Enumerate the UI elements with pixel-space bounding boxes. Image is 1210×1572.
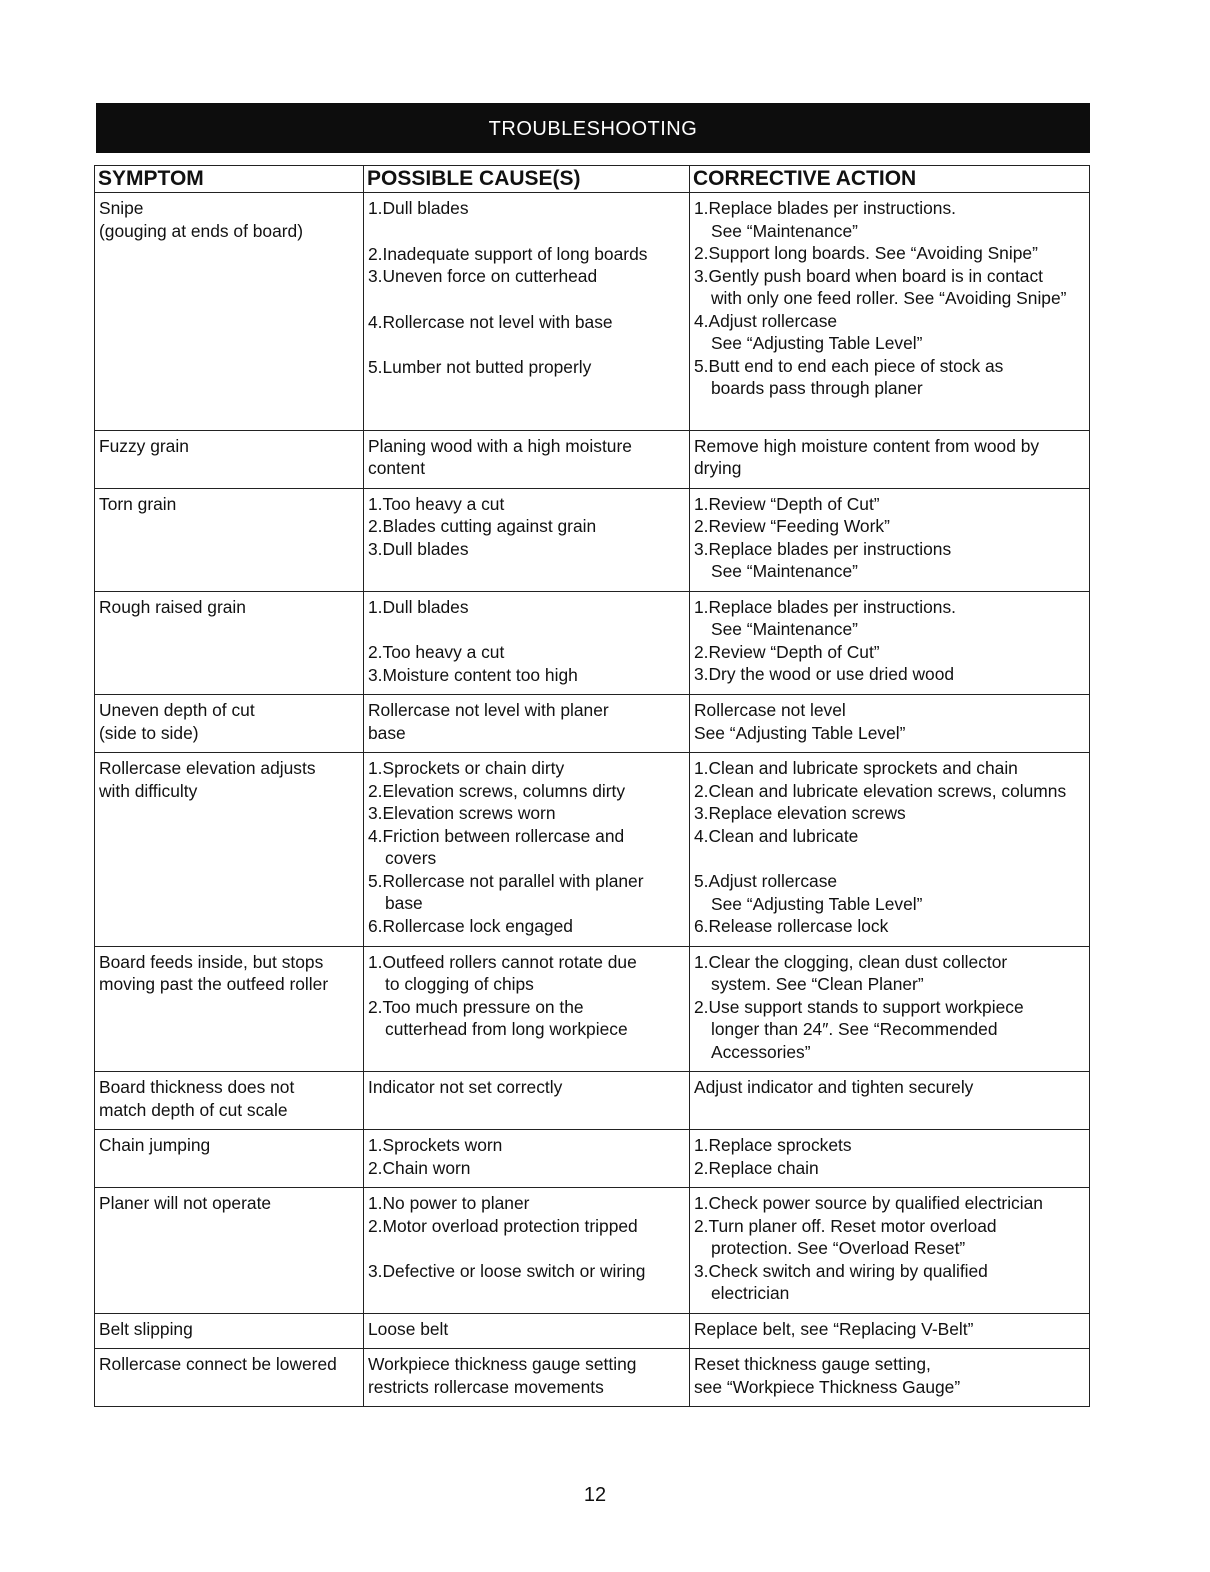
cause-cell	[364, 1130, 690, 1188]
cause-text: 4.Rollercase not level with base	[368, 311, 613, 332]
action-text: 1.Clear the clogging, clean dust collector	[694, 951, 1008, 972]
action-text: system. See “Clean Planer”	[711, 974, 924, 994]
symptom-text: Chain jumping	[99, 1135, 211, 1155]
action-text: protection. See “Overload Reset”	[711, 1238, 966, 1258]
table-row	[95, 1349, 1090, 1407]
action-text: longer than 24″. See “Recommended	[711, 1019, 998, 1039]
cause-cell	[364, 753, 690, 947]
table-row	[95, 1072, 1090, 1130]
table-row	[95, 1130, 1090, 1188]
action-text: 1.Review “Depth of Cut”	[694, 493, 880, 514]
action-text: Adjust indicator and tighten securely	[694, 1077, 974, 1097]
action-text: 5.Butt end to end each piece of stock as	[694, 355, 1004, 376]
table-header-row	[95, 166, 1090, 193]
cause-text: 2.Inadequate support of long boards	[368, 243, 648, 264]
action-text: Remove high moisture content from wood by	[694, 435, 1040, 456]
cause-text: base	[385, 893, 423, 913]
symptom-cell	[95, 1188, 364, 1314]
cause-text: 4.Friction between rollercase and	[368, 825, 625, 846]
action-text: 3.Gently push board when board is in contact	[694, 265, 1043, 286]
action-text: Reset thickness gauge setting,	[694, 1354, 931, 1374]
action-text: See “Maintenance”	[711, 561, 858, 581]
table-row	[95, 591, 1090, 695]
action-text: 1.Check power source by qualified electrician	[694, 1193, 1043, 1213]
cause-cell	[364, 193, 690, 431]
symptom-text: Rough raised grain	[99, 596, 246, 617]
symptom-cell	[95, 946, 364, 1072]
symptom-cell	[95, 1313, 364, 1349]
page-title: TROUBLESHOOTING	[96, 103, 1090, 153]
cause-text: Planing wood with a high moisture	[368, 435, 632, 456]
action-text: 1.Replace blades per instructions.	[694, 596, 956, 617]
header-possible-causes: POSSIBLE CAUSE(S)	[364, 166, 690, 193]
action-cell	[690, 1188, 1090, 1314]
action-text: 4.Adjust rollercase	[694, 310, 838, 331]
cause-text: 1.Dull blades	[368, 596, 469, 617]
table-row	[95, 430, 1090, 488]
symptom-cell	[95, 591, 364, 695]
cause-text: Indicator not set correctly	[368, 1077, 563, 1097]
cause-text: to clogging of chips	[385, 974, 534, 994]
action-text: 6.Release rollercase lock	[694, 916, 889, 936]
action-cell	[690, 695, 1090, 753]
cause-cell	[364, 430, 690, 488]
action-text: See “Adjusting Table Level”	[694, 722, 906, 743]
symptom-text: Uneven depth of cut	[99, 700, 255, 720]
action-text: drying	[694, 458, 742, 478]
cause-text: 1.No power to planer	[368, 1193, 530, 1213]
cause-text: 3.Dull blades	[368, 538, 469, 559]
symptom-text: Rollercase connect be lowered	[99, 1354, 337, 1374]
cause-text: content	[368, 458, 426, 478]
cause-text: cutterhead from long workpiece	[385, 1019, 628, 1039]
symptom-text: match depth of cut scale	[99, 1099, 288, 1120]
action-cell	[690, 193, 1090, 431]
action-text: 2.Clean and lubricate elevation screws, columns	[694, 780, 1067, 801]
cause-cell	[364, 591, 690, 695]
action-text: 2.Replace chain	[694, 1157, 819, 1178]
symptom-text: Snipe	[99, 198, 144, 218]
action-text: 1.Replace sprockets	[694, 1135, 852, 1155]
cause-text: 1.Too heavy a cut	[368, 493, 505, 514]
cause-text: 2.Chain worn	[368, 1157, 471, 1178]
troubleshooting-table	[94, 165, 1090, 1407]
action-text: 4.Clean and lubricate	[694, 825, 859, 846]
symptom-cell	[95, 1130, 364, 1188]
symptom-cell	[95, 193, 364, 431]
cause-text: 1.Sprockets or chain dirty	[368, 758, 565, 778]
symptom-text: Rollercase elevation adjusts	[99, 758, 316, 778]
action-cell	[690, 946, 1090, 1072]
cause-text: 3.Uneven force on cutterhead	[368, 266, 598, 286]
action-text: Rollercase not level	[694, 700, 846, 720]
symptom-cell	[95, 1349, 364, 1407]
cause-text: 3.Defective or loose switch or wiring	[368, 1261, 646, 1281]
cause-cell	[364, 1313, 690, 1349]
action-cell	[690, 591, 1090, 695]
action-text: 1.Replace blades per instructions.	[694, 198, 956, 218]
cause-text: 1.Dull blades	[368, 198, 469, 218]
cause-cell	[364, 1072, 690, 1130]
symptom-text: moving past the outfeed roller	[99, 974, 329, 994]
action-text: Replace belt, see “Replacing V-Belt”	[694, 1318, 974, 1339]
action-text: 3.Check switch and wiring by qualified	[694, 1260, 988, 1281]
cause-text: 3.Moisture content too high	[368, 664, 578, 685]
table-row	[95, 488, 1090, 591]
action-text: 3.Replace elevation screws	[694, 803, 906, 823]
action-text: 2.Review “Depth of Cut”	[694, 641, 880, 662]
cause-text: 1.Sprockets worn	[368, 1135, 503, 1155]
table-row	[95, 193, 1090, 431]
symptom-text: Board feeds inside, but stops	[99, 951, 324, 972]
action-cell	[690, 1349, 1090, 1407]
cause-text: 2.Too much pressure on the	[368, 996, 584, 1017]
cause-cell	[364, 1349, 690, 1407]
symptom-text: Belt slipping	[99, 1318, 193, 1339]
action-text: 1.Clean and lubricate sprockets and chain	[694, 758, 1018, 778]
action-text: electrician	[711, 1283, 790, 1303]
action-text: See “Adjusting Table Level”	[711, 893, 923, 914]
cause-text: base	[368, 722, 406, 743]
action-cell	[690, 1072, 1090, 1130]
cause-text: 1.Outfeed rollers cannot rotate due	[368, 951, 637, 972]
table-row	[95, 946, 1090, 1072]
action-cell	[690, 1313, 1090, 1349]
symptom-cell	[95, 1072, 364, 1130]
symptom-text: Fuzzy grain	[99, 435, 189, 456]
symptom-text: Board thickness does not	[99, 1077, 295, 1097]
cause-text: 6.Rollercase lock engaged	[368, 915, 573, 936]
symptom-text: with difficulty	[99, 780, 198, 801]
action-text: see “Workpiece Thickness Gauge”	[694, 1376, 961, 1397]
action-text: boards pass through planer	[711, 378, 923, 398]
cause-text: 3.Elevation screws worn	[368, 803, 556, 823]
header-corrective-action: CORRECTIVE ACTION	[690, 166, 1090, 193]
symptom-text: (gouging at ends of board)	[99, 220, 304, 241]
cause-cell	[364, 1188, 690, 1314]
cause-text: 5.Lumber not butted properly	[368, 357, 592, 377]
action-text: 3.Dry the wood or use dried wood	[694, 664, 955, 684]
cause-cell	[364, 695, 690, 753]
symptom-text: Torn grain	[99, 493, 177, 514]
action-text: See “Adjusting Table Level”	[711, 333, 923, 353]
action-text: 5.Adjust rollercase	[694, 871, 838, 891]
cause-cell	[364, 946, 690, 1072]
cause-text: 2.Blades cutting against grain	[368, 516, 597, 536]
action-cell	[690, 488, 1090, 591]
symptom-cell	[95, 753, 364, 947]
action-cell	[690, 430, 1090, 488]
cause-text: 2.Elevation screws, columns dirty	[368, 780, 626, 801]
action-cell	[690, 753, 1090, 947]
table-row	[95, 695, 1090, 753]
action-text: See “Maintenance”	[711, 619, 858, 639]
symptom-cell	[95, 695, 364, 753]
cause-text: 5.Rollercase not parallel with planer	[368, 870, 644, 891]
page-number: 12	[583, 1484, 607, 1506]
cause-text: Workpiece thickness gauge setting	[368, 1354, 637, 1374]
symptom-text: Planer will not operate	[99, 1193, 272, 1213]
header-symptom: SYMPTOM	[95, 166, 364, 193]
table-row	[95, 753, 1090, 947]
cause-text: restricts rollercase movements	[368, 1376, 604, 1397]
cause-text: 2.Motor overload protection tripped	[368, 1215, 638, 1236]
cause-cell	[364, 488, 690, 591]
symptom-text: (side to side)	[99, 722, 199, 743]
action-text: 2.Support long boards. See “Avoiding Snipe”	[694, 243, 1038, 263]
table-row	[95, 1313, 1090, 1349]
action-text: 3.Replace blades per instructions	[694, 538, 952, 559]
symptom-cell	[95, 488, 364, 591]
symptom-cell	[95, 430, 364, 488]
action-text: with only one feed roller. See “Avoiding Snipe”	[711, 288, 1067, 308]
action-text: See “Maintenance”	[711, 220, 858, 241]
action-text: Accessories”	[711, 1041, 811, 1062]
cause-text: covers	[385, 848, 437, 868]
table-row	[95, 1188, 1090, 1314]
cause-text: 2.Too heavy a cut	[368, 642, 505, 662]
action-text: 2.Turn planer off. Reset motor overload	[694, 1215, 997, 1236]
action-text: 2.Review “Feeding Work”	[694, 516, 890, 536]
cause-text: Loose belt	[368, 1318, 449, 1339]
action-cell	[690, 1130, 1090, 1188]
cause-text: Rollercase not level with planer	[368, 700, 609, 720]
action-text: 2.Use support stands to support workpiece	[694, 996, 1024, 1017]
